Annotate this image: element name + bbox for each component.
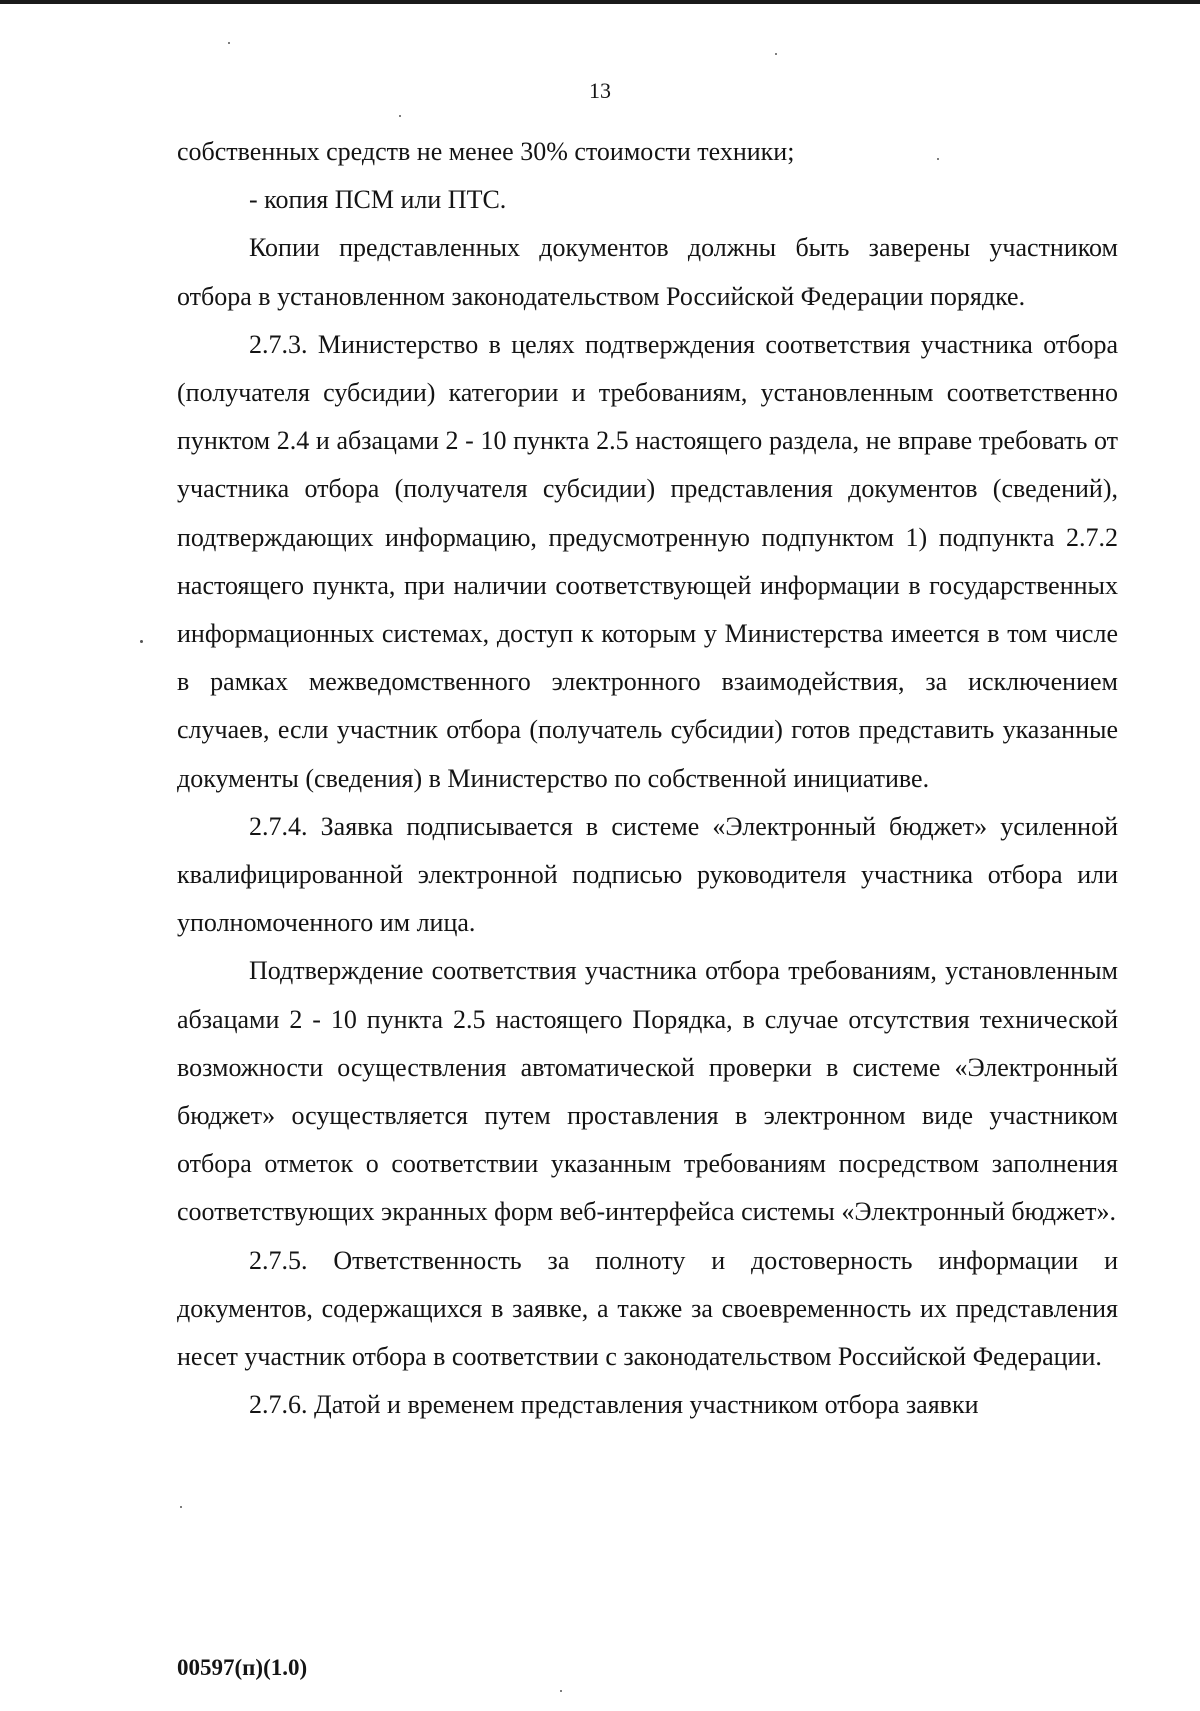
paragraph-2-7-3: 2.7.3. Министерство в целях подтверждения соответствия участника отбора (получателя субсидии) категории и требованиям, установленным соответственно пунктом 2.4 и абзацами 2 - 10 пункта 2.5 настоящего раздела, не вправе требовать от участника отбора (получателя субсидии) представления документов (сведений), подтверждающих информацию, предусмотренную подпунктом 1) подпункта 2.7.2 настоящего пункта, при наличии соответствующей информации в государственных информационных системах, доступ к которым у Министерства имеется в том числе в рамках межведомственного электронного взаимодействия, за исключением случаев, если участник отбора (получатель субсидии) готов представить указанные документы (сведения) в Министерство по собственной инициативе. xyxy=(177,329,1118,793)
scan-speck xyxy=(140,640,143,643)
paragraph-confirmation: Подтверждение соответствия участника отбора требованиям, установленным абзацами 2 - 10 пункта 2.5 настоящего Порядка, в случае отсутствия технической возможности осуществления автоматической проверки в системе «Электронный бюджет» осуществляется путем проставления в электронном виде участником отбора отметок о соответствии указанным требованиям посредством заполнения соответствующих экранных форм веб-интерфейса системы «Электронный бюджет». xyxy=(177,956,1118,1227)
paragraph-own-funds: собственных средств не менее 30% стоимости техники; xyxy=(177,137,795,166)
scan-speck xyxy=(228,42,230,44)
scan-speck xyxy=(775,53,777,55)
scan-speck xyxy=(180,1506,182,1508)
paragraph-psm-copy: - копия ПСМ или ПТС. xyxy=(249,185,507,215)
scan-speck xyxy=(560,1690,562,1692)
paragraph-2-7-6: 2.7.6. Датой и временем представления участником отбора заявки xyxy=(249,1390,979,1420)
scan-top-edge xyxy=(0,0,1200,4)
paragraph-copies-certified: Копии представленных документов должны быть заверены участником отбора в установленном законодательством Российской Федерации порядке. xyxy=(177,233,1118,311)
paragraph-2-7-5: 2.7.5. Ответственность за полноту и достоверность информации и документов, содержащихся в заявке, а также за своевременность их представления несет участник отбора в соответствии с законодательством Российской Федерации. xyxy=(177,1245,1118,1372)
document-body xyxy=(177,128,1118,1429)
page-number: 13 xyxy=(589,78,611,103)
document-code: 00597(п)(1.0) xyxy=(177,1655,308,1680)
paragraph-2-7-4: 2.7.4. Заявка подписывается в системе «Электронный бюджет» усиленной квалифицированной электронной подписью руководителя участника отбора или уполномоченного им лица. xyxy=(177,811,1118,938)
scan-speck xyxy=(937,158,939,160)
scan-speck xyxy=(399,115,401,117)
